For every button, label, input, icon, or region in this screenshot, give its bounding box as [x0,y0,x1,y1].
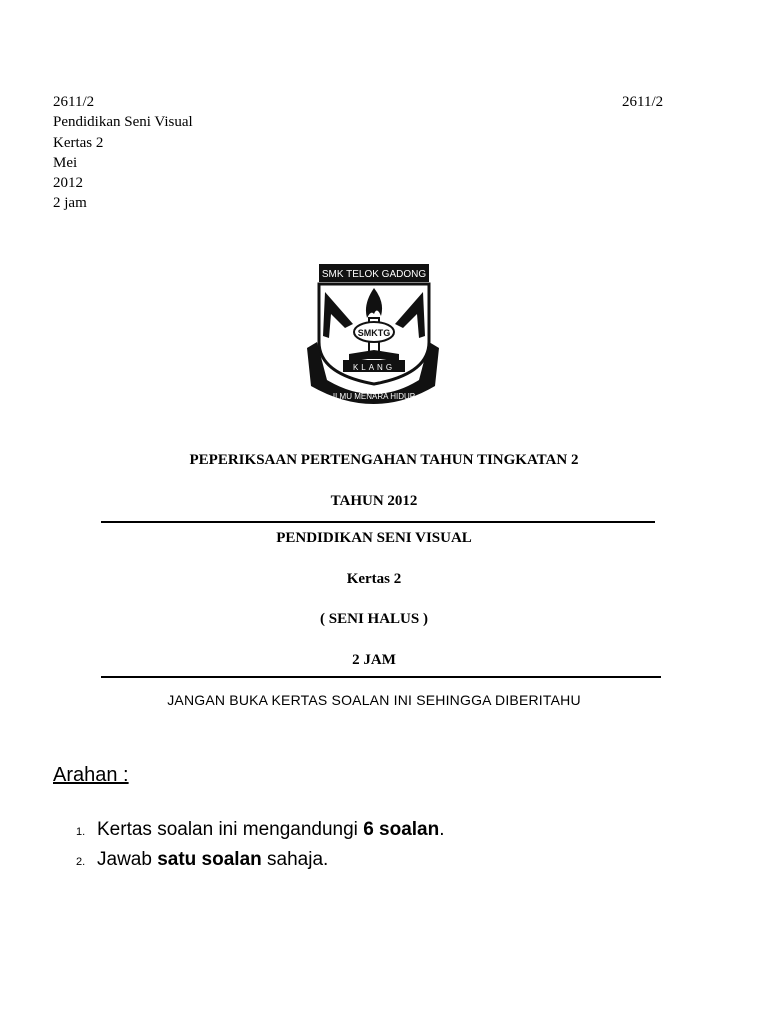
svg-text:SMKTG: SMKTG [357,328,391,338]
exam-year: 2012 [53,175,83,192]
school-crest-logo [305,262,441,412]
svg-text:ILMU MENARA HIDUP: ILMU MENARA HIDUP [332,392,416,401]
instructions-list [76,816,445,876]
svg-text:KLANG: KLANG [352,363,396,372]
instruction-text: Jawab [97,849,158,870]
exam-month: Mei [53,154,78,171]
exam-year-title: TAHUN 2012 [330,493,418,509]
duration-title: 2 JAM [352,652,396,668]
paper-code: 2611/2 [53,94,95,110]
section-title: ( SENI HALUS ) [320,611,428,627]
list-item [76,846,445,876]
svg-text:SMK TELOK GADONG: SMK TELOK GADONG [321,269,427,280]
paper-header [53,92,193,214]
do-not-open-warning: JANGAN BUKA KERTAS SOALAN INI SEHINGGA DIBERITAHU [167,692,581,708]
subject-title: PENDIDIKAN SENI VISUAL [276,530,472,546]
instruction-text-end: . [439,819,445,840]
instruction-emphasis: satu soalan [157,849,262,870]
list-number: 2. [76,856,86,868]
instruction-emphasis: 6 soalan [363,819,440,840]
paper-title: Kertas 2 [346,571,402,587]
instruction-text: Kertas soalan ini mengandungi [97,819,364,840]
paper-number: Kertas 2 [53,134,104,151]
exam-title: PEPERIKSAAN PERTENGAHAN TAHUN TINGKATAN 2 [189,452,579,468]
paper-code-right: 2611/2 [622,94,664,110]
subject-name: Pendidikan Seni Visual [53,114,193,131]
instruction-text-end: sahaja. [261,849,329,870]
instructions-heading: Arahan : [53,764,129,786]
exam-duration: 2 jam [53,195,87,212]
list-item [76,816,445,846]
list-number: 1. [76,826,86,838]
divider-top [101,521,655,523]
divider-bottom [101,676,661,678]
